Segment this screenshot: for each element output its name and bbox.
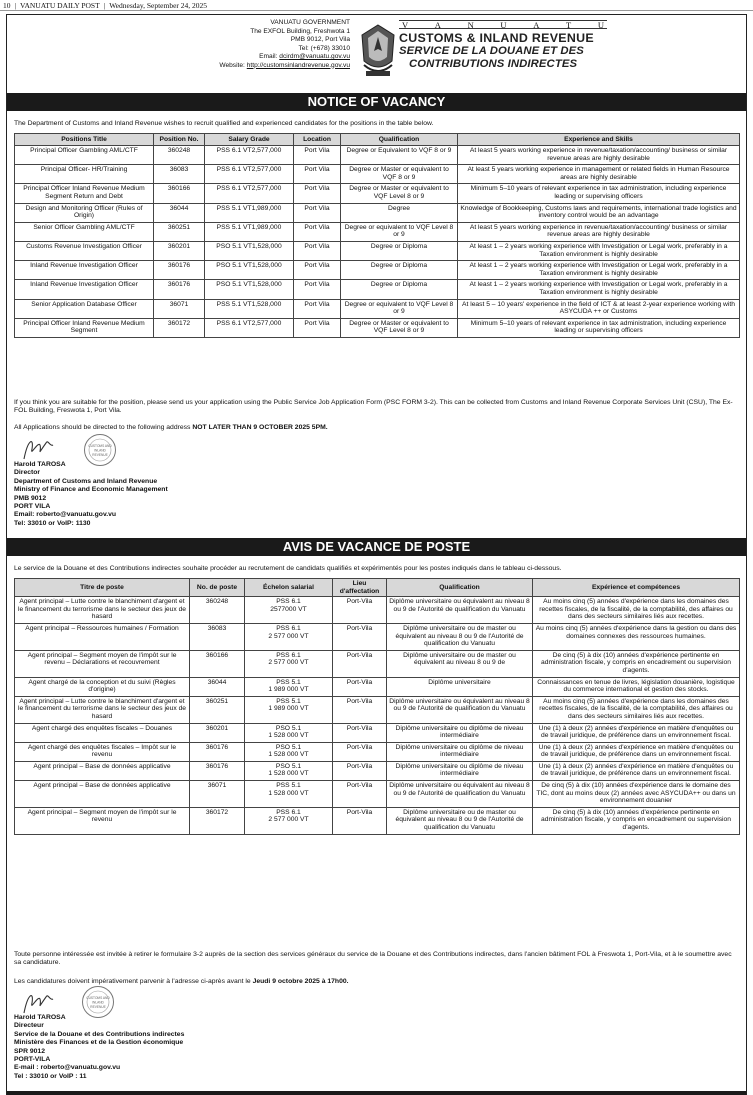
table-cell: Inland Revenue Investigation Officer: [15, 280, 154, 299]
table-row: [15, 184, 740, 203]
table-cell: Principal Officer Inland Revenue Medium Segment: [15, 318, 154, 337]
table-cell: Agent principal – Base de données applicative: [15, 761, 190, 780]
website-label: Website:: [219, 61, 245, 69]
signature-scribble-icon: [20, 435, 56, 463]
table-cell: Port Vila: [294, 222, 341, 241]
signatory-box: SPR 9012: [14, 1047, 45, 1055]
table-cell: PSO 5.1 1 528 000 VT: [245, 761, 333, 780]
table-cell: Port-Vila: [333, 807, 387, 834]
table-cell: Port Vila: [294, 184, 341, 203]
column-header: Positions Title: [15, 134, 154, 146]
column-header: Expérience et compétences: [533, 579, 740, 597]
table-cell: 360201: [190, 723, 245, 742]
table-cell: Agent chargé des enquêtes fiscales – Impôt sur le revenu: [15, 742, 190, 761]
email-link[interactable]: dcirdm@vanuatu.gov.vu: [279, 53, 350, 60]
advertisement: [6, 14, 747, 1095]
table-cell: At least 1 – 2 years working experience with Investigation or Legal work, preferably in a Taxation environment is highly desirable: [458, 241, 740, 260]
table-cell: At least 5 years working experience in revenue/taxation/accounting/ business or similar revenue areas are highly desirable: [458, 146, 740, 165]
table-row: [15, 742, 740, 761]
table-cell: Inland Revenue Investigation Officer: [15, 261, 154, 280]
table-cell: Degree: [341, 203, 458, 222]
table-row: [15, 723, 740, 742]
signatory-email[interactable]: Email: roberto@vanuatu.gov.vu: [14, 511, 117, 519]
table-row: [15, 650, 740, 677]
table-cell: 360172: [190, 807, 245, 834]
table-cell: Degree or Equivalent to VQF 8 or 9: [341, 146, 458, 165]
signatory-phone: Tel: 33010 or VoIP: 1130: [14, 519, 91, 527]
svg-text:CUSTOMS AND: CUSTOMS AND: [86, 996, 110, 1000]
table-cell: 360166: [154, 184, 205, 203]
table-row: [15, 696, 740, 723]
table-cell: At least 5 years working experience in management or related fields in Human Resource areas are highly desirable: [458, 165, 740, 184]
table-cell: Une (1) à deux (2) années d'expérience en matière d'enquêtes ou de travail juridique, de préférence dans un environnement fiscal.: [533, 761, 740, 780]
column-header: Location: [294, 134, 341, 146]
table-row: [15, 781, 740, 808]
table-cell: Agent principal – Lutte contre le blanchiment d'argent et le financement du terrorisme dans le secteur des jeux de hasard: [15, 696, 190, 723]
table-cell: 360248: [154, 146, 205, 165]
table-cell: PSS 6.1 2 577 000 VT: [245, 650, 333, 677]
email-label: Email:: [259, 53, 278, 60]
table-cell: Principal Officer Gambling AML/CTF: [15, 146, 154, 165]
signatory-city: PORT VILA: [14, 503, 51, 511]
table-row: [15, 677, 740, 696]
svg-text:CUSTOMS AND: CUSTOMS AND: [88, 444, 112, 448]
issue-date: Wednesday, September 24, 2025: [109, 1, 208, 10]
signatory-ministry: Ministère des Finances et de la Gestion économique: [14, 1039, 184, 1047]
signatory-department: Department of Customs and Inland Revenue: [14, 477, 158, 485]
french-signature-block: [14, 1014, 184, 1081]
table-cell: PSS 5.1 VT1,989,000: [205, 222, 294, 241]
table-row: [15, 318, 740, 337]
table-header-row: [15, 579, 740, 597]
customs-logo: [399, 20, 607, 70]
signatory-ministry: Ministry of Finance and Economic Management: [14, 486, 168, 494]
svg-text:REVENUE: REVENUE: [92, 453, 108, 457]
table-cell: Knowledge of Bookkeeping, Customs laws and requirements, international trade logistics and inventory control would be an advantage: [458, 203, 740, 222]
table-cell: PSS 5.1 VT1,528,000: [205, 299, 294, 318]
column-header: Qualification: [387, 579, 533, 597]
signatory-title: Directeur: [14, 1022, 44, 1030]
contact-line: Tel: (+678) 33010: [298, 44, 350, 52]
table-cell: Agent chargé de la conception et du suivi (Règles d'origine): [15, 677, 190, 696]
table-cell: Port-Vila: [333, 650, 387, 677]
signatory-department: Service de la Douane et des Contributions indirectes: [14, 1030, 185, 1038]
table-row: [15, 597, 740, 624]
table-cell: PSO 5.1 1 528 000 VT: [245, 742, 333, 761]
table-cell: Degree or Diploma: [341, 280, 458, 299]
column-header: Lieu d'affectation: [333, 579, 387, 597]
table-cell: 360248: [190, 597, 245, 624]
table-cell: De cinq (5) à dix (10) années d'expérience pertinente en administration fiscale, y compris en encadrement ou supervision d'agents.: [533, 650, 740, 677]
table-cell: Port Vila: [294, 203, 341, 222]
table-cell: Port-Vila: [333, 696, 387, 723]
svg-text:REVENUE: REVENUE: [90, 1005, 106, 1009]
table-cell: 360176: [190, 742, 245, 761]
contact-line: The EXFOL Building, Freshwota 1: [250, 27, 350, 35]
table-cell: Degree or Master or equivalent to VQF Level 8 or 9: [341, 318, 458, 337]
table-cell: Degree or equivalent to VQF Level 8 or 9: [341, 222, 458, 241]
table-cell: 360176: [154, 261, 205, 280]
table-cell: PSO 5.1 1 528 000 VT: [245, 723, 333, 742]
contact-block: [157, 19, 350, 70]
signatory-name: Harold TAROSA: [14, 461, 66, 468]
english-intro: The Department of Customs and Inland Revenue wishes to recruit qualified and experienced candidates for the positions in the table below.: [14, 120, 434, 127]
table-header-row: [15, 134, 740, 146]
table-cell: PSS 6.1 VT2,577,000: [205, 146, 294, 165]
table-cell: PSO 5.1 VT1,528,000: [205, 280, 294, 299]
table-cell: Degree or equivalent to VQF Level 8 or 9: [341, 299, 458, 318]
contact-line: PMB 9012, Port Vila: [290, 36, 350, 43]
table-cell: 36083: [154, 165, 205, 184]
avis-title: AVIS DE VACANCE DE POSTE: [7, 538, 746, 556]
column-header: No. de poste: [190, 579, 245, 597]
table-cell: PSS 6.1 VT2,577,000: [205, 318, 294, 337]
table-cell: 36083: [190, 623, 245, 650]
column-header: Échelon salarial: [245, 579, 333, 597]
table-cell: Diplôme universitaire ou équivalent au niveau 8 ou 9 de l'Autorité de qualification du Vanuatu: [387, 781, 533, 808]
table-cell: Port-Vila: [333, 677, 387, 696]
signatory-city: PORT-VILA: [14, 1056, 51, 1064]
website-link[interactable]: http://customsinlandrevenue.gov.vu: [246, 61, 350, 69]
table-row: [15, 299, 740, 318]
table-cell: PSS 6.1 VT2,577,000: [205, 165, 294, 184]
table-cell: Port-Vila: [333, 623, 387, 650]
page-number: 10: [3, 1, 11, 10]
svg-text:INLAND: INLAND: [94, 448, 106, 453]
bottom-rule: [7, 1091, 746, 1095]
table-cell: Degree or Master or equivalent to VQF 8 or 9: [341, 165, 458, 184]
table-cell: 36071: [154, 299, 205, 318]
table-cell: Une (1) à deux (2) années d'expérience en matière d'enquêtes ou de travail juridique, de préférence dans un environnement fiscal.: [533, 742, 740, 761]
table-row: [15, 222, 740, 241]
table-cell: At least 1 – 2 years working experience with Investigation or Legal work, preferably in a Taxation environment is highly desirable: [458, 261, 740, 280]
table-cell: PSS 5.1 1 528 000 VT: [245, 781, 333, 808]
table-cell: 360176: [190, 761, 245, 780]
table-row: [15, 761, 740, 780]
table-row: [15, 165, 740, 184]
table-cell: Port-Vila: [333, 723, 387, 742]
brand-french-line2: CONTRIBUTIONS INDIRECTES: [409, 57, 578, 70]
table-cell: 36071: [190, 781, 245, 808]
contact-line: VANUATU GOVERNMENT: [270, 19, 350, 26]
french-application-instructions: Toute personne intéressée est invitée à retirer le formulaire 3-2 auprès de la section des services généraux du service de la Douane et des Contributions indirectes, dans l'ancien bâtiment FOL à Freswota 1, Port-Vila, et à le soumettre avec sa candidature.: [14, 951, 732, 967]
table-cell: Port Vila: [294, 241, 341, 260]
table-row: [15, 241, 740, 260]
table-row: [15, 807, 740, 834]
table-cell: Agent chargé des enquêtes fiscales – Douanes: [15, 723, 190, 742]
signatory-box: PMB 9012: [14, 494, 47, 502]
table-cell: 360166: [190, 650, 245, 677]
svg-text:INLAND: INLAND: [92, 1000, 104, 1005]
table-cell: Diplôme universitaire ou diplôme de niveau intermédiaire: [387, 742, 533, 761]
table-cell: Une (1) à deux (2) années d'expérience en matière d'enquêtes ou de travail juridique, de préférence dans un environnement fiscal.: [533, 723, 740, 742]
table-cell: Principal Officer Inland Revenue Medium Segment Return and Debt: [15, 184, 154, 203]
table-cell: Diplôme universitaire ou de master ou équivalent au niveau 8 ou 9 de l'Autorité de qualification du Vanuatu: [387, 807, 533, 834]
table-cell: Minimum 5–10 years of relevant experience in tax administration, including experience leading or supervising officers: [458, 318, 740, 337]
table-cell: At least 5 years working experience in revenue/taxation/accounting/ business or similar revenue areas are highly desirable: [458, 222, 740, 241]
signatory-email[interactable]: E-mail : roberto@vanuatu.gov.vu: [14, 1064, 121, 1072]
table-cell: PSS 6.1 2 577 000 VT: [245, 807, 333, 834]
table-cell: At least 1 – 2 years working experience with Investigation or Legal work, preferably in a Taxation environment is highly desirable: [458, 280, 740, 299]
vanuatu-letters: V A N U A T U: [399, 20, 607, 29]
table-cell: Port Vila: [294, 261, 341, 280]
masthead: 10 | VANUATU DAILY POST | Wednesday, September 24, 2025: [0, 0, 753, 11]
table-cell: 360201: [154, 241, 205, 260]
table-cell: Port Vila: [294, 146, 341, 165]
notice-title: NOTICE OF VACANCY: [7, 93, 746, 111]
table-cell: PSS 6.1 2577000 VT: [245, 597, 333, 624]
table-cell: Customs Revenue Investigation Officer: [15, 241, 154, 260]
table-cell: Port Vila: [294, 299, 341, 318]
table-cell: Connaissances en tenue de livres, législation douanière, logistique du commerce international et gestion des stocks.: [533, 677, 740, 696]
column-header: Qualification: [341, 134, 458, 146]
table-row: [15, 261, 740, 280]
table-cell: PSS 6.1 2 577 000 VT: [245, 623, 333, 650]
table-cell: 36044: [154, 203, 205, 222]
table-cell: Diplôme universitaire ou équivalent au niveau 8 ou 9 de l'Autorité de qualification du Vanuatu: [387, 696, 533, 723]
table-cell: Degree or Diploma: [341, 241, 458, 260]
french-vacancy-table: [14, 578, 740, 835]
table-cell: 360251: [190, 696, 245, 723]
table-cell: Minimum 5–10 years of relevant experience in tax administration, including experience leading or supervising officers: [458, 184, 740, 203]
table-cell: 360172: [154, 318, 205, 337]
table-cell: Degree or Master or equivalent to VQF Level 8 or 9: [341, 184, 458, 203]
ad-header: [7, 15, 746, 93]
table-cell: Port-Vila: [333, 597, 387, 624]
table-cell: De cinq (5) à dix (10) années d'expérience dans le domaine des TIC, dont au moins deux (2) années avec ASYCUDA++ ou dans un environnement douanier: [533, 781, 740, 808]
table-cell: Au moins cinq (5) années d'expérience dans la gestion ou dans des domaines connexes des ressources humaines.: [533, 623, 740, 650]
english-application-instructions: If you think you are suitable for the position, please send us your application using the Public Service Job Application Form (PSC FORM 3-2). This can be collected from Customs and Inland Revenue Corporate Services Unit (CSU), The Ex-FOL Building, Freswota 1, Port Vila.: [14, 399, 733, 415]
table-cell: Design and Monitoring Officer (Rules of Origin): [15, 203, 154, 222]
table-cell: Port Vila: [294, 318, 341, 337]
french-deadline: Les candidatures doivent impérativement parvenir à l'adresse ci-après avant le Jeudi 9 octobre 2025 à 17h00.: [14, 978, 349, 985]
table-cell: At least 5 – 10 years' experience in the field of ICT & at least 2-year experience working with ASYCUDA ++ or Customs: [458, 299, 740, 318]
table-cell: Port-Vila: [333, 761, 387, 780]
signatory-phone: Tel : 33010 or VoIP : 11: [14, 1072, 87, 1080]
table-cell: Diplôme universitaire: [387, 677, 533, 696]
english-signature-block: [14, 461, 168, 528]
table-cell: Port Vila: [294, 165, 341, 184]
table-cell: PSS 5.1 1 989 000 VT: [245, 677, 333, 696]
english-vacancy-table: [14, 133, 740, 338]
coat-of-arms-icon: [358, 21, 398, 81]
signature-scribble-icon: [20, 989, 56, 1017]
table-cell: PSO 5.1 VT1,528,000: [205, 261, 294, 280]
table-cell: Diplôme universitaire ou diplôme de niveau intermédiaire: [387, 723, 533, 742]
table-row: [15, 203, 740, 222]
table-cell: 360176: [154, 280, 205, 299]
table-cell: Agent principal – Lutte contre le blanchiment d'argent et le financement du terrorisme dans le secteur des jeux de hasard: [15, 597, 190, 624]
table-cell: PSO 5.1 VT1,528,000: [205, 241, 294, 260]
table-cell: Port-Vila: [333, 781, 387, 808]
french-intro: Le service de la Douane et des Contributions indirectes souhaite procéder au recrutement de candidats qualifiés et expérimentés pour les postes indiqués dans le tableau ci-dessous.: [14, 565, 562, 572]
table-cell: Agent principal – Segment moyen de l'impôt sur le revenu: [15, 807, 190, 834]
table-cell: Au moins cinq (5) années d'expérience dans les domaines des recettes fiscales, de la fiscalité, de la comptabilité, des affaires ou dans des secteurs similaires liés aux recettes.: [533, 597, 740, 624]
table-cell: Diplôme universitaire ou équivalent au niveau 8 ou 9 de l'Autorité de qualification du Vanuatu: [387, 597, 533, 624]
table-cell: Agent principal – Ressources humaines / Formation: [15, 623, 190, 650]
table-cell: Port-Vila: [333, 742, 387, 761]
table-cell: Diplôme universitaire ou diplôme de niveau intermédiaire: [387, 761, 533, 780]
table-cell: Senior Officer Gambling AML/CTF: [15, 222, 154, 241]
column-header: Experience and Skills: [458, 134, 740, 146]
table-cell: 360251: [154, 222, 205, 241]
table-cell: Senior Application Database Officer: [15, 299, 154, 318]
english-deadline: All Applications should be directed to the following address NOT LATER THAN 9 OCTOBER 2025 5PM.: [14, 424, 328, 431]
table-cell: Agent principal – Segment moyen de l'impôt sur le revenu – Déclarations et recouvrement: [15, 650, 190, 677]
table-cell: 36044: [190, 677, 245, 696]
table-row: [15, 623, 740, 650]
table-cell: Agent principal – Base de données applicative: [15, 781, 190, 808]
table-cell: PSS 5.1 1 989 000 VT: [245, 696, 333, 723]
brand-english: CUSTOMS & INLAND REVENUE: [399, 31, 594, 45]
table-cell: De cinq (5) à dix (10) années d'expérience pertinente en administration fiscale, y compris en encadrement ou supervision d'agents.: [533, 807, 740, 834]
signatory-title: Director: [14, 469, 41, 477]
column-header: Position No.: [154, 134, 205, 146]
table-row: [15, 280, 740, 299]
column-header: Titre de poste: [15, 579, 190, 597]
table-cell: PSS 6.1 VT2,577,000: [205, 184, 294, 203]
column-header: Salary Grade: [205, 134, 294, 146]
table-cell: Degree or Diploma: [341, 261, 458, 280]
table-cell: Principal Officer- HR/Training: [15, 165, 154, 184]
table-cell: Port Vila: [294, 280, 341, 299]
table-cell: Diplôme universitaire ou de master ou équivalent au niveau 8 ou 9 de: [387, 650, 533, 677]
table-cell: Diplôme universitaire ou de master ou équivalent au niveau 8 ou 9 de l'Autorité de qualification du Vanuatu: [387, 623, 533, 650]
table-cell: Au moins cinq (5) années d'expérience dans les domaines des recettes fiscales, de la fiscalité, de la comptabilité, des affaires ou dans des secteurs similaires liés aux recettes.: [533, 696, 740, 723]
brand-french-line1: SERVICE DE LA DOUANE ET DES: [399, 45, 584, 57]
table-row: [15, 146, 740, 165]
table-cell: PSS 5.1 VT1,989,000: [205, 203, 294, 222]
signatory-name: Harold TAROSA: [14, 1014, 66, 1021]
paper-name: VANUATU DAILY POST: [20, 1, 100, 10]
